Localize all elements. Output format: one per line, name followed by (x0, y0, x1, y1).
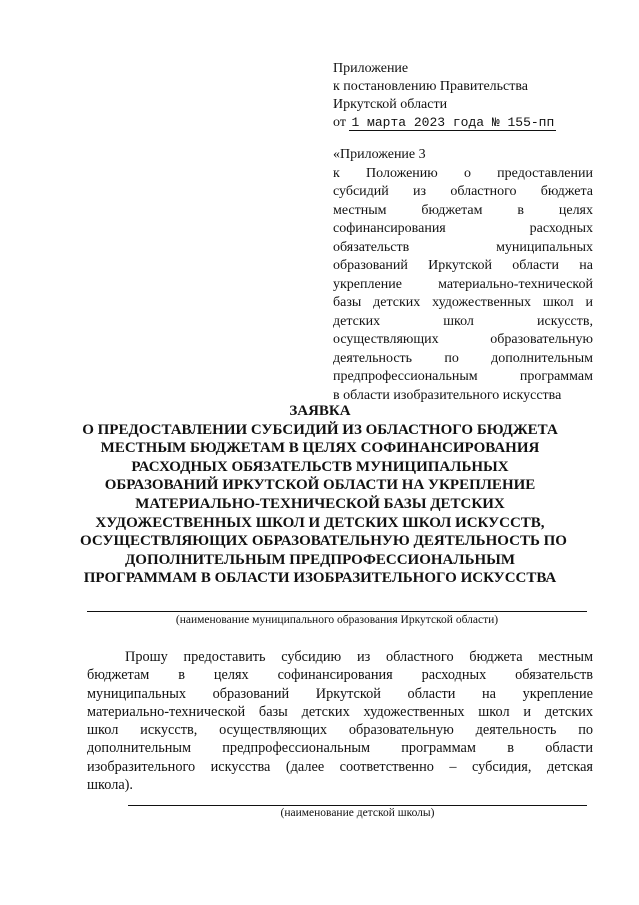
appendix-line: деятельность по дополнительным (333, 350, 593, 366)
appendix-line: субсидий из областного бюджета (333, 184, 593, 199)
date-prefix: от (333, 115, 346, 130)
title-line: ХУДОЖЕСТВЕННЫХ ШКОЛ И ДЕТСКИХ ШКОЛ ИСКУССТВ, (95, 514, 545, 531)
school-fill-line (128, 805, 587, 806)
school-caption: (наименование детской школы) (280, 807, 435, 819)
title-line: О ПРЕДОСТАВЛЕНИИ СУБСИДИЙ ИЗ ОБЛАСТНОГО БЮДЖЕТА (82, 421, 558, 438)
title-line: МАТЕРИАЛЬНО-ТЕХНИЧЕСКОЙ БАЗЫ ДЕТСКИХ (135, 495, 505, 512)
title-line: РАСХОДНЫХ ОБЯЗАТЕЛЬСТВ МУНИЦИПАЛЬНЫХ (131, 458, 509, 475)
appendix-line: образований Иркутской области на (333, 258, 593, 273)
title-line: МЕСТНЫМ БЮДЖЕТАМ В ЦЕЛЯХ СОФИНАНСИРОВАНИЯ (100, 440, 540, 457)
municipality-fill-line (87, 611, 587, 612)
header-line-3: Иркутской области (333, 97, 448, 112)
header-date-line (333, 114, 593, 132)
municipality-caption: (наименование муниципального образования Иркутской области) (175, 614, 499, 626)
appendix-line: осуществляющих образовательную (333, 332, 593, 347)
body-line: бюджетам в целях софинансирования расходных обязательств (87, 667, 593, 684)
body-line: дополнительным предпрофессиональным программам в области (87, 740, 593, 757)
appendix-line: детских школ искусств, (333, 313, 593, 329)
appendix-line: местным бюджетам в целях (333, 202, 593, 218)
appendix-reference (333, 146, 593, 405)
header-line-1: Приложение (333, 61, 409, 76)
body-line: изобразительного искусства (далее соответственно – субсидия, детская (87, 758, 593, 775)
appendix-line: «Приложение 3 (333, 147, 426, 162)
resolution-header (333, 60, 593, 132)
title-line: ПРОГРАММАМ В ОБЛАСТИ ИЗОБРАЗИТЕЛЬНОГО ИСКУССТВА (83, 570, 557, 587)
title-line: ЗАЯВКА (289, 403, 351, 419)
date-value: 1 марта 2023 года № 155-пп (351, 115, 555, 130)
appendix-line: в области изобразительного искусства (333, 387, 562, 403)
title-line: ОСУЩЕСТВЛЯЮЩИХ ОБРАЗОВАТЕЛЬНУЮ ДЕЯТЕЛЬНОСТЬ ПО (80, 533, 567, 550)
appendix-line: базы детских художественных школ и (333, 295, 593, 310)
document-title (80, 402, 567, 588)
appendix-line: обязательств муниципальных (333, 239, 593, 255)
appendix-line: софинансирования расходных (333, 221, 593, 236)
body-line: материально-технической базы детских художественных школ и детских (87, 703, 593, 720)
appendix-line: укрепление материально-технической (333, 276, 593, 292)
body-line: Прошу предоставить субсидию из областного бюджета местным (125, 649, 593, 665)
title-line: ДОПОЛНИТЕЛЬНЫМ ПРЕДПРОФЕССИОНАЛЬНЫМ (124, 551, 516, 568)
header-line-2: к постановлению Правительства (333, 79, 529, 94)
title-line: ОБРАЗОВАНИЙ ИРКУТСКОЙ ОБЛАСТИ НА УКРЕПЛЕНИЕ (104, 477, 536, 494)
body-line: школа). (87, 777, 134, 794)
request-paragraph (87, 648, 593, 794)
appendix-line: предпрофессиональным программам (333, 369, 593, 384)
body-line: муниципальных образований Иркутской области на укрепление (87, 685, 593, 702)
body-line: школ искусств, осуществляющих образовательную деятельность по (87, 722, 593, 739)
appendix-line: к Положению о предоставлении (333, 165, 593, 181)
